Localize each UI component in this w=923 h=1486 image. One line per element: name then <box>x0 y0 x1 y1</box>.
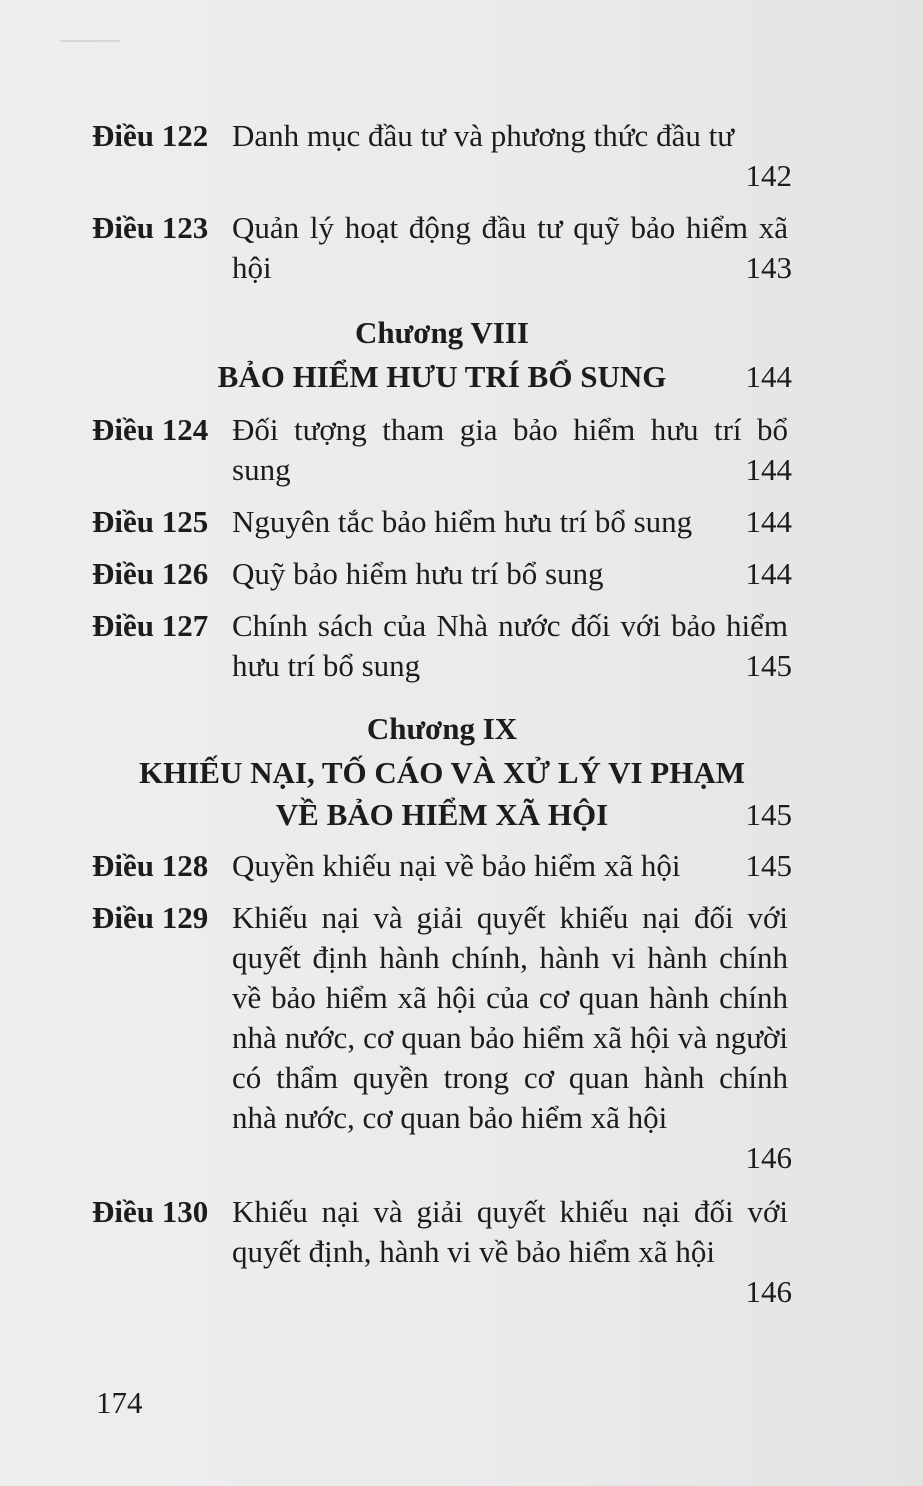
article-number: Điều 127 <box>92 608 209 643</box>
toc-entry <box>92 898 792 1178</box>
page-ref: 146 <box>745 1140 792 1175</box>
article-title: Quản lý hoạt động đầu tư quỹ bảo hiểm xã hội <box>232 210 788 285</box>
page-ref: 145 <box>745 648 792 683</box>
article-title: Khiếu nại và giải quyết khiếu nại đối với quyết định hành chính, hành vi hành chính về bảo hiểm xã hội của cơ quan hành chính nhà nước, cơ quan bảo hiểm xã hội và người có thẩm quyền trong cơ quan hành chính nhà nước, cơ quan bảo hiểm xã hội <box>232 900 788 1135</box>
page-mark <box>60 40 120 42</box>
article-title: Quyền khiếu nại về bảo hiểm xã hội <box>232 848 681 883</box>
page-number: 174 <box>96 1385 143 1420</box>
article-number: Điều 126 <box>92 556 209 591</box>
toc-entry <box>92 554 792 594</box>
toc-entry <box>92 846 792 886</box>
toc-entry <box>92 606 792 686</box>
article-title: Nguyên tắc bảo hiểm hưu trí bổ sung <box>232 504 693 539</box>
page-ref: 144 <box>745 504 792 539</box>
page-ref: 142 <box>745 158 792 193</box>
chapter-label: Chương VIII <box>355 315 529 350</box>
page-ref: 144 <box>745 556 792 591</box>
article-number: Điều 125 <box>92 504 209 539</box>
article-number: Điều 124 <box>92 412 209 447</box>
toc-entry <box>92 502 792 542</box>
page-ref: 143 <box>745 250 792 285</box>
page-ref: 144 <box>745 452 792 487</box>
chapter-title: KHIẾU NẠI, TỐ CÁO VÀ XỬ LÝ VI PHẠM <box>139 755 745 790</box>
article-number: Điều 122 <box>92 118 209 153</box>
chapter-heading <box>92 752 792 836</box>
article-number: Điều 129 <box>92 900 209 935</box>
article-title: Danh mục đầu tư và phương thức đầu tư <box>232 118 734 153</box>
chapter-label: Chương IX <box>366 711 518 746</box>
article-number: Điều 128 <box>92 848 209 883</box>
article-number: Điều 130 <box>92 1194 209 1229</box>
chapter-title: BẢO HIỂM HƯU TRÍ BỔ SUNG <box>217 359 667 394</box>
toc-entry <box>92 208 792 288</box>
chapter-title: VỀ BẢO HIỂM XÃ HỘI <box>275 797 609 832</box>
page-ref: 144 <box>745 359 792 394</box>
chapter-heading <box>92 356 792 398</box>
article-title: Đối tượng tham gia bảo hiểm hưu trí bổ sung <box>232 412 788 487</box>
page-ref: 146 <box>745 1274 792 1309</box>
toc-entry <box>92 1192 792 1312</box>
toc-entry <box>92 410 792 490</box>
article-title: Chính sách của Nhà nước đối với bảo hiểm hưu trí bổ sung <box>232 608 788 683</box>
toc-entry <box>92 116 792 196</box>
page-ref: 145 <box>745 797 792 832</box>
article-title: Khiếu nại và giải quyết khiếu nại đối với quyết định, hành vi về bảo hiểm xã hội <box>232 1194 788 1269</box>
article-number: Điều 123 <box>92 210 209 245</box>
page-ref: 145 <box>745 848 792 883</box>
article-title: Quỹ bảo hiểm hưu trí bổ sung <box>232 556 604 591</box>
